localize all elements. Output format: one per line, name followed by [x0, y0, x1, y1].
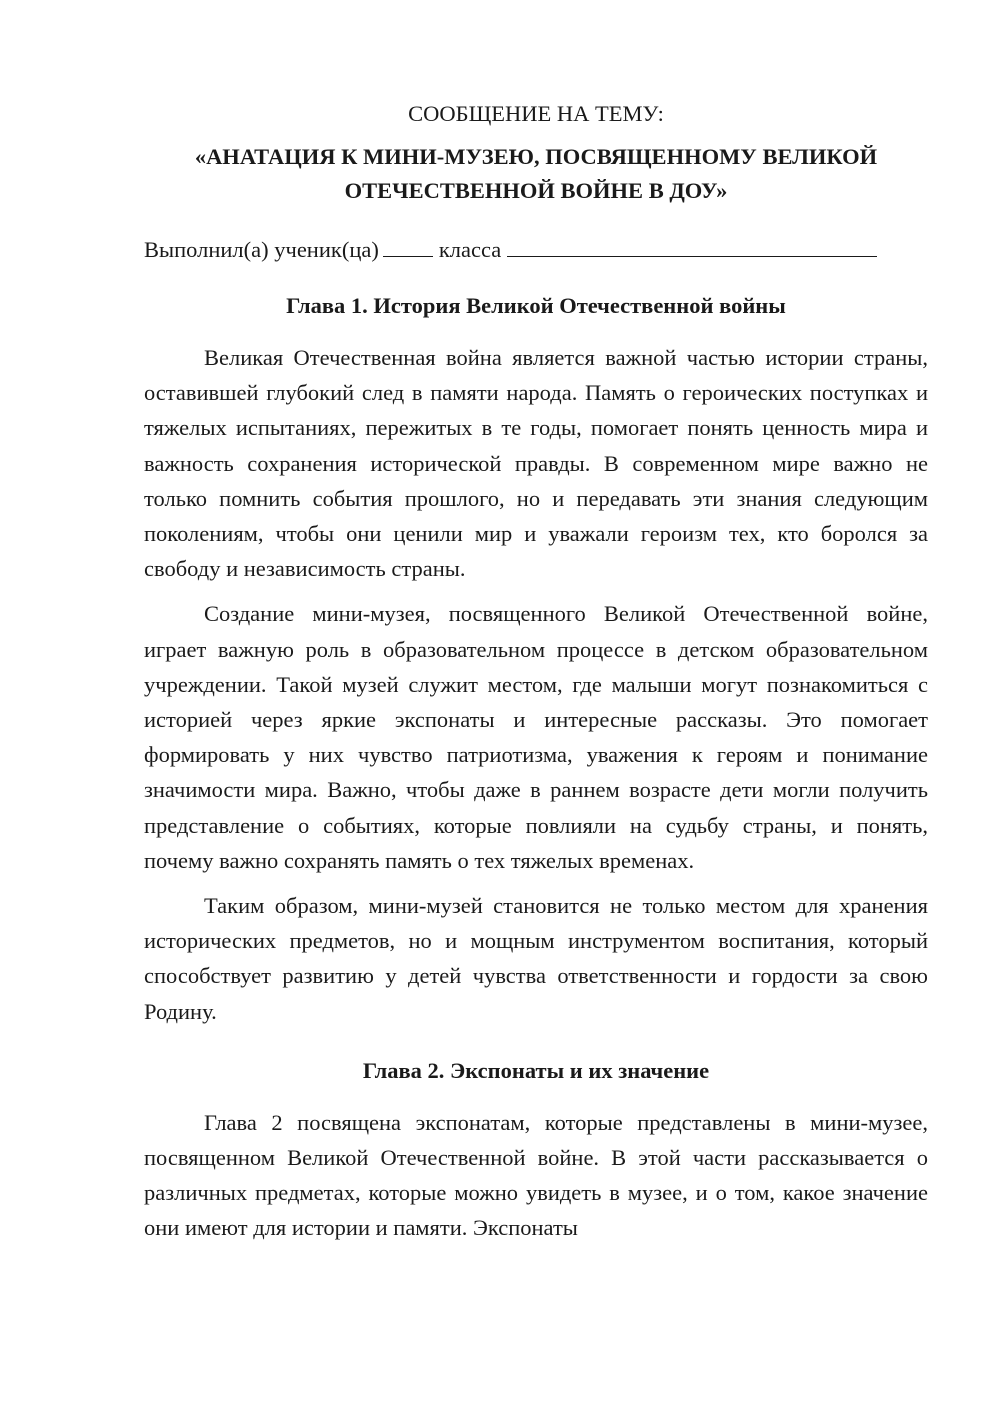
document-title-line-1: «АНАТАЦИЯ К МИНИ-МУЗЕЮ, ПОСВЯЩЕННОМУ ВЕЛИКОЙ: [194, 144, 878, 169]
author-line: [144, 234, 928, 266]
chapter-1-paragraph: Великая Отечественная война является важной частью истории страны, оставившей глубокий след в памяти народа. Память о героических поступках и тяжелых испытаниях, пережитых в те годы, помогает понять ценность мира и важность сохранения исторической правды. В современном мире важно не только помнить события прошлого, но и передавать эти знания следующим поколениям, чтобы они ценили мир и уважали героизм тех, кто боролся за свободу и независимость страны.: [144, 345, 928, 582]
author-class-label: класса: [438, 237, 502, 262]
student-name-blank: [507, 234, 877, 257]
class-number-blank: [383, 234, 433, 257]
document-page: [144, 88, 928, 1246]
chapter-1-heading: Глава 1. История Великой Отечественной войны: [286, 293, 786, 318]
document-header: СООБЩЕНИЕ НА ТЕМУ:: [408, 101, 664, 126]
chapter-2-paragraph: Глава 2 посвящена экспонатам, которые представлены в мини-музее, посвященном Великой Отечественной войне. В этой части рассказывается о различных предметах, которые можно увидеть в музее, и о том, какое значение они имеют для истории и памяти. Экспонаты: [144, 1109, 928, 1241]
chapter-1-paragraph: Создание мини-музея, посвященного Великой Отечественной войне, играет важную роль в образовательном процессе в детском образовательном учреждении. Такой музей служит местом, где малыши могут познакомиться с историей через яркие экспонаты и интересные рассказы. Это помогает формировать у них чувство патриотизма, уважения к героям и понимание значимости мира. Важно, чтобы даже в раннем возрасте дети могли получить представление о событиях, которые повлияли на судьбу страны, и понять, почему важно сохранять память о тех тяжелых временах.: [144, 601, 928, 873]
chapter-1-paragraph: Таким образом, мини-музей становится не только местом для хранения исторических предметов, но и мощным инструментом воспитания, который способствует развитию у детей чувства ответственности и гордости за свою Родину.: [144, 893, 928, 1024]
document-title-line-2: ОТЕЧЕСТВЕННОЙ ВОЙНЕ В ДОУ»: [344, 178, 728, 203]
author-prefix: Выполнил(а) ученик(ца): [144, 237, 379, 262]
chapter-2-heading: Глава 2. Экспонаты и их значение: [362, 1057, 710, 1083]
